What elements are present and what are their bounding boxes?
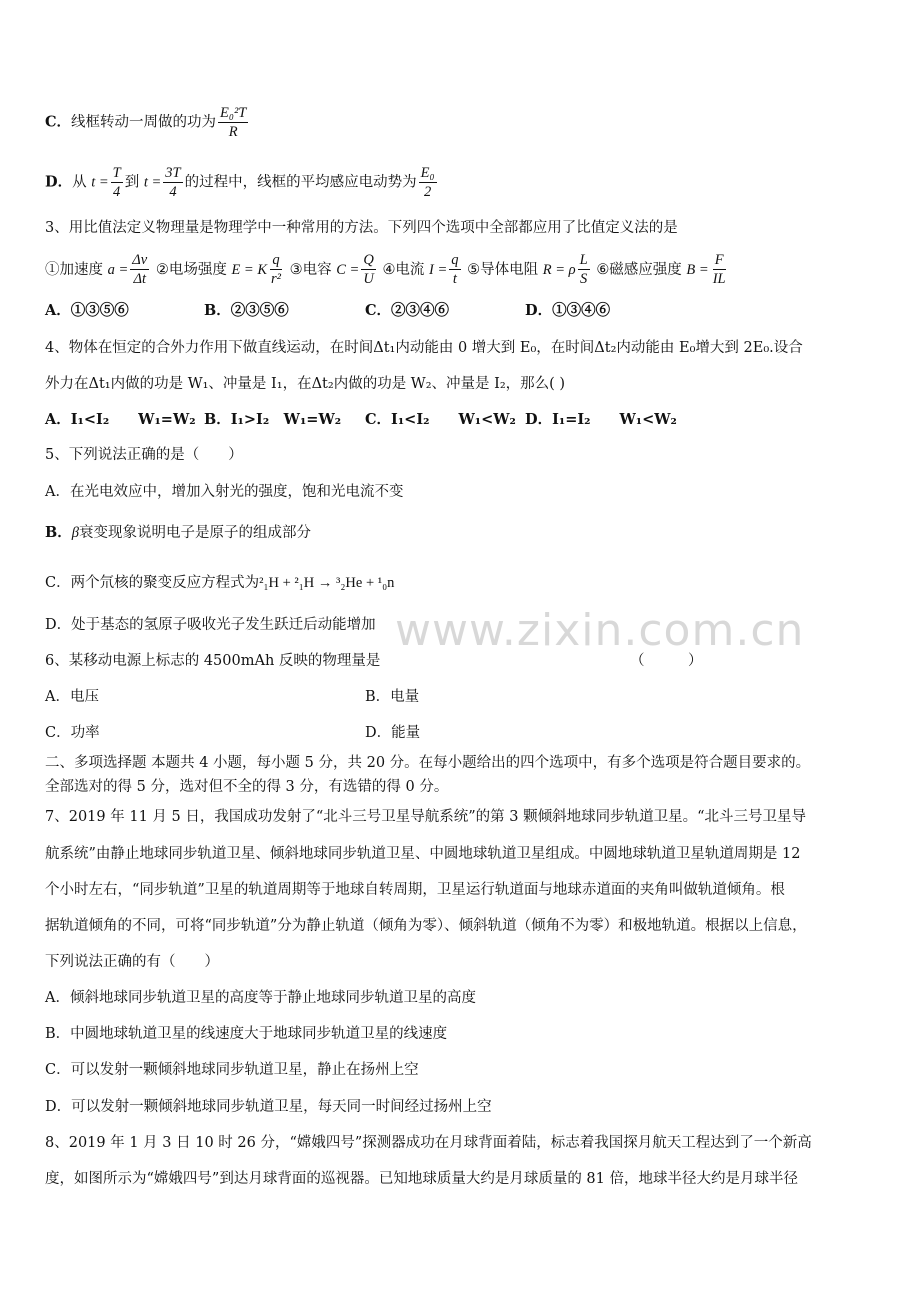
q3-option-c: C．②③④⑥ — [365, 302, 450, 319]
q6-answer-paren: （ ） — [630, 653, 703, 669]
fraction-denominator: IL — [712, 271, 726, 287]
formula-item — [289, 252, 378, 287]
q7-option-a: A．倾斜地球同步轨道卫星的高度等于静止地球同步轨道卫星的高度 — [45, 990, 476, 1006]
q3-formula-list — [45, 251, 730, 288]
q7-option-d: D．可以发射一颗倾斜地球同步轨道卫星，每天同一时间经过扬州上空 — [45, 1099, 492, 1115]
math-var: t = — [91, 174, 109, 191]
option-text: 的过程中，线框的平均感应电动势为 — [184, 174, 417, 191]
fraction — [269, 251, 283, 288]
fraction — [711, 251, 728, 288]
fraction-denominator: 2 — [423, 184, 432, 200]
fraction — [578, 251, 590, 288]
option-text: C．两个氘核的聚变反应方程式为 — [45, 575, 260, 591]
q6-option-d: D．能量 — [365, 725, 421, 741]
q7-stem-line: 下列说法正确的有（ ） — [45, 954, 219, 970]
q6-option-c: C．功率 — [45, 725, 100, 741]
q3-option-b: B．②③⑤⑥ — [204, 302, 289, 319]
math-var: a = — [107, 261, 129, 278]
q7-option-c: C．可以发射一颗倾斜地球同步轨道卫星，静止在扬州上空 — [45, 1062, 419, 1078]
section2-heading-line1: 二、多项选择题 本题共 4 小题，每小题 5 分，共 20 分。在每小题给出的四个选项中，有多个选项是符合题目要求的。 — [45, 755, 811, 771]
fraction — [449, 251, 460, 288]
q3-option-d: D．①③④⑥ — [525, 302, 611, 319]
fraction-denominator: r² — [271, 271, 282, 287]
formula-label: ③电容 — [289, 261, 332, 278]
fraction — [361, 251, 375, 288]
fraction-numerator: Δv — [132, 252, 148, 268]
fraction-denominator: t — [452, 271, 457, 287]
q4-option-c: C．I₁<I₂ W₁<W₂ — [365, 411, 516, 428]
q4-option-b: B．I₁>I₂ W₁=W₂ — [204, 411, 342, 428]
fraction-denominator: R — [228, 124, 238, 140]
option-text: 衰变现象说明电子是原子的组成部分 — [79, 525, 311, 541]
q4-stem-line2: 外力在Δt₁内做的功是 W₁、冲量是 I₁，在Δt₂内做的功是 W₂、冲量是 I₂，那么( ) — [45, 376, 566, 392]
q4-stem-line1: 4、物体在恒定的合外力作用下做直线运动，在时间Δt₁内动能由 0 增大到 E₀，在时间Δt₂内动能由 E₀增大到 2E₀.设合 — [45, 340, 803, 356]
q4-option-d: D．I₁=I₂ W₁<W₂ — [525, 411, 677, 428]
option-label: C． — [45, 113, 72, 131]
fraction-denominator: U — [363, 271, 374, 287]
q2-option-d — [45, 164, 439, 201]
watermark-text: www.zixin.com.cn — [395, 605, 805, 656]
q2-option-c — [45, 104, 250, 141]
q7-stem-line: 7、2019 年 11 月 5 日，我国成功发射了“北斗三号卫星导航系统”的第 3 颗倾斜地球同步轨道卫星。“北斗三号卫星导 — [45, 809, 807, 825]
q7-option-b: B．中圆地球轨道卫星的线速度大于地球同步轨道卫星的线速度 — [45, 1026, 448, 1042]
math-var: E = K — [231, 261, 268, 278]
option-text: 到 — [124, 174, 140, 191]
formula-label: ②电场强度 — [155, 261, 227, 278]
q5-stem: 5、下列说法正确的是（ ） — [45, 447, 243, 463]
q3-option-a: A．①③⑤⑥ — [45, 302, 129, 319]
fraction-numerator: Q — [363, 252, 374, 268]
q5-option-b — [45, 522, 311, 544]
formula-label: ⑤导体电阻 — [467, 261, 539, 278]
formula-label: ①加速度 — [45, 261, 103, 278]
option-label: B． — [45, 524, 72, 541]
q5-option-a: A．在光电效应中，增加入射光的强度，饱和光电流不变 — [45, 484, 404, 500]
q5-option-d: D．处于基态的氢原子吸收光子发生跃迁后动能增加 — [45, 617, 376, 633]
fraction — [130, 251, 149, 288]
option-text: 从 — [72, 174, 87, 191]
q6-stem: 6、某移动电源上标志的 4500mAh 反映的物理量是 — [45, 653, 381, 669]
fraction-numerator: F — [714, 252, 724, 268]
q4-option-a: A．I₁<I₂ W₁=W₂ — [45, 411, 196, 428]
q3-stem: 3、用比值法定义物理量是物理学中一种常用的方法。下列四个选项中全部都应用了比值定义法的是 — [45, 220, 678, 236]
q7-stem-line: 个小时左右，“同步轨道”卫星的轨道周期等于地球自转周期，卫星运行轨道面与地球赤道面的夹角叫做轨道倾角。根 — [45, 882, 785, 898]
fraction-numerator: E₀ — [420, 165, 435, 181]
fraction-denominator: 4 — [113, 184, 121, 200]
q6-option-a: A．电压 — [45, 689, 99, 705]
section2-heading-line2: 全部选对的得 5 分，选对但不全的得 3 分，有选错的得 0 分。 — [45, 779, 449, 795]
q6-option-b: B．电量 — [365, 689, 420, 705]
fraction-numerator: T — [112, 165, 121, 181]
q5-option-c — [45, 572, 394, 594]
fraction-numerator: q — [451, 252, 459, 268]
math-var: I = — [429, 261, 448, 278]
formula-item — [596, 252, 729, 287]
math-var: C = — [336, 261, 360, 278]
fraction — [163, 164, 182, 201]
formula-label: ④电流 — [382, 261, 425, 278]
nuclear-equation: ²₁H + ²₁H → ³₂He + ¹₀n — [259, 575, 395, 591]
option-label: D． — [45, 173, 73, 191]
fraction — [111, 164, 123, 201]
fraction-denominator: S — [580, 271, 588, 287]
math-var: B = — [686, 261, 709, 278]
fraction — [218, 104, 248, 141]
fraction-denominator: Δt — [133, 271, 147, 287]
fraction-numerator: E₀²T — [220, 105, 247, 121]
formula-item — [382, 252, 462, 287]
q7-stem-line: 据轨道倾角的不同，可将“同步轨道”分为静止轨道（倾角为零）、倾斜轨道（倾角不为零）和极地轨道。根据以上信息， — [45, 918, 807, 934]
beta-symbol: β — [71, 525, 79, 541]
fraction-numerator: L — [579, 252, 588, 268]
math-var: t = — [143, 174, 162, 191]
q8-stem-line: 8、2019 年 1 月 3 日 10 时 26 分，“嫦娥四号”探测器成功在月球背面着陆，标志着我国探月航天工程达到了一个新高 — [45, 1135, 812, 1151]
option-text: 线框转动一周做的功为 — [71, 114, 217, 131]
math-var: R = ρ — [542, 261, 576, 278]
formula-label: ⑥磁感应强度 — [596, 261, 682, 278]
fraction-numerator: q — [272, 252, 280, 268]
formula-item — [155, 252, 285, 287]
fraction-numerator: 3T — [165, 165, 181, 181]
q7-stem-line: 航系统”由静止地球同步轨道卫星、倾斜地球同步轨道卫星、中圆地球轨道卫星组成。中圆地球轨道卫星轨道周期是 12 — [45, 846, 801, 862]
formula-item — [467, 252, 592, 287]
fraction — [419, 164, 437, 201]
q8-stem-line: 度，如图所示为“嫦娥四号”到达月球背面的巡视器。已知地球质量大约是月球质量的 81 倍，地球半径大约是月球半径 — [45, 1171, 798, 1187]
fraction-denominator: 4 — [169, 184, 177, 200]
